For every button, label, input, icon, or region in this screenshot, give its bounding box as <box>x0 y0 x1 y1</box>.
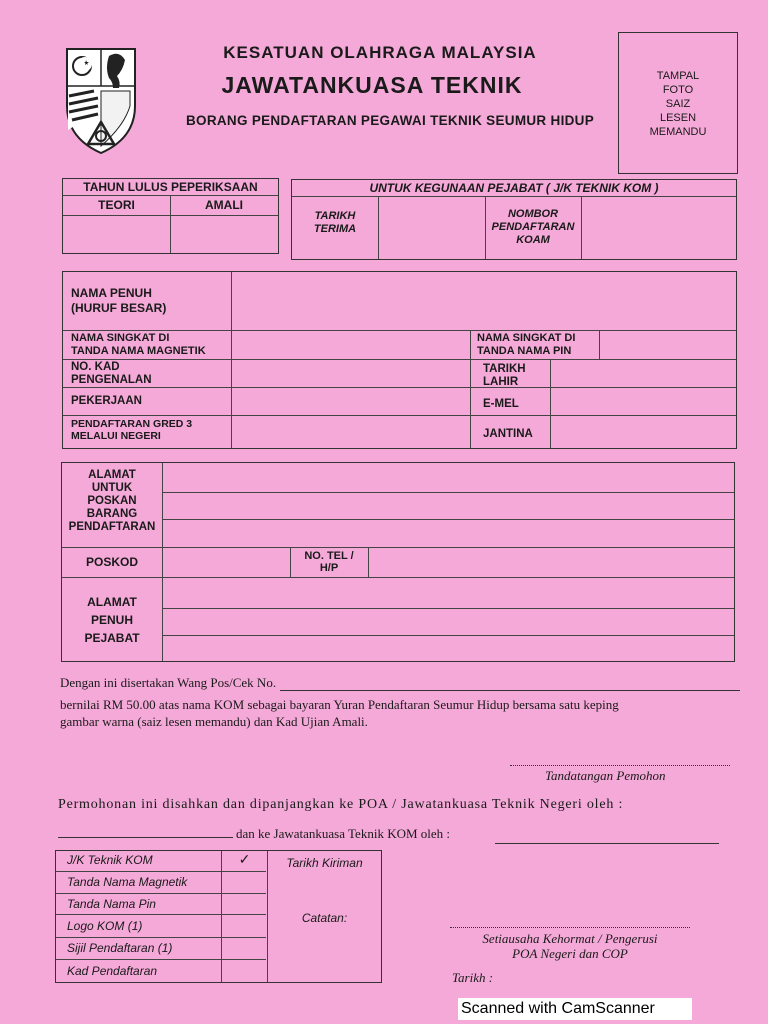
checklist-item: Tanda Nama Magnetik <box>67 875 188 889</box>
ic-label: NO. KAD PENGENALAN <box>71 361 152 386</box>
dob-field[interactable] <box>552 360 736 386</box>
exam-year-title: TAHUN LULUS PEPERIKSAAN <box>83 180 258 194</box>
checkbox-pin[interactable] <box>222 894 267 913</box>
camscanner-watermark: Scanned with CamScanner <box>458 998 692 1020</box>
email-label: E-MEL <box>483 398 519 410</box>
dob-label: TARIKH LAHIR <box>483 363 526 388</box>
phone-field[interactable] <box>370 548 734 576</box>
check-mark-icon[interactable]: ✓ <box>238 851 251 867</box>
magnetic-name-field[interactable] <box>233 331 469 358</box>
magnetic-name-label: NAMA SINGKAT DI TANDA NAMA MAGNETIK <box>71 332 206 357</box>
secretary-date-label: Tarikh : <box>452 970 494 985</box>
org-name: KESATUAN OLAHRAGA MALAYSIA <box>223 43 537 62</box>
checklist-item: Tanda Nama Pin <box>67 897 156 911</box>
checkbox-magnetic[interactable] <box>222 872 267 892</box>
postcode-label: POSKOD <box>85 555 138 569</box>
state-committee-field[interactable] <box>58 826 233 838</box>
checklist-item: Logo KOM (1) <box>67 919 143 933</box>
theory-label: TEORI <box>98 198 135 212</box>
ic-field[interactable] <box>233 360 469 386</box>
secretary-title: Setiausaha Kehormat / Pengerusi POA Negeri dan COP <box>482 931 658 961</box>
form-title: BORANG PENDAFTARAN PEGAWAI TEKNIK SEUMUR HIDUP <box>185 113 595 128</box>
applicant-signature-label: Tandatangan Pemohon <box>545 768 666 783</box>
office-address-field[interactable] <box>164 578 734 661</box>
kom-logo <box>64 46 138 156</box>
pin-name-field[interactable] <box>601 331 736 358</box>
registration-number-field[interactable] <box>582 197 736 259</box>
theory-year-field[interactable] <box>63 216 170 253</box>
checkbox-card[interactable] <box>222 960 267 982</box>
full-name-field[interactable] <box>233 272 736 329</box>
grade3-label: PENDAFTARAN GRED 3 MELALUI NEGERI <box>71 418 193 442</box>
declaration-line3: gambar warna (saiz lesen memandu) dan Kad Ujian Amali. <box>60 714 368 729</box>
personal-details-table <box>62 271 737 449</box>
checklist-item: Sijil Pendaftaran (1) <box>67 941 173 955</box>
phone-label: NO. TEL / H/P <box>304 550 354 574</box>
email-field[interactable] <box>552 388 736 414</box>
postcode-field[interactable] <box>164 548 289 576</box>
office-use-title: UNTUK KEGUNAAN PEJABAT ( J/K TEKNIK KOM ) <box>369 181 659 195</box>
sent-date-label: Tarikh Kiriman <box>286 856 363 870</box>
gender-field[interactable] <box>552 416 736 448</box>
occupation-label: PEKERJAAN <box>71 395 142 407</box>
declaration-line2: bernilai RM 50.00 atas nama KOM sebagai bayaran Yuran Pendaftaran Seumur Hidup bersama satu keping <box>60 697 619 712</box>
postal-address-field[interactable] <box>164 463 734 546</box>
address-table <box>61 462 735 662</box>
grade3-field[interactable] <box>233 416 469 448</box>
gender-label: JANTINA <box>483 428 533 440</box>
checkbox-certificate[interactable] <box>222 938 267 958</box>
checklist-item: Kad Pendaftaran <box>67 964 158 978</box>
cheque-number-field[interactable] <box>280 676 740 691</box>
postal-address-label: ALAMAT UNTUK POSKAN BARANG PENDAFTARAN <box>68 469 156 533</box>
approval-line1: Permohonan ini disahkan dan dipanjangkan ke POA / Jawatankuasa Teknik Negeri oleh : <box>58 797 624 812</box>
checkbox-logo[interactable] <box>222 915 267 936</box>
committee-title: JAWATANKUASA TEKNIK <box>221 72 523 98</box>
photo-box <box>618 32 738 174</box>
notes-label: Catatan: <box>301 911 348 925</box>
practical-year-field[interactable] <box>171 216 278 253</box>
applicant-signature-field[interactable] <box>510 756 730 766</box>
office-use-table <box>291 179 737 260</box>
declaration-line1: Dengan ini disertakan Wang Pos/Cek No. <box>60 675 277 690</box>
checklist-item: J/K Teknik KOM <box>67 853 153 867</box>
occupation-field[interactable] <box>233 388 469 414</box>
full-name-label: NAMA PENUH (HURUF BESAR) <box>71 286 167 315</box>
exam-year-table <box>62 178 279 254</box>
kom-committee-field[interactable] <box>495 832 719 844</box>
approval-line2: dan ke Jawatankuasa Teknik KOM oleh : <box>236 826 451 841</box>
pin-name-label: NAMA SINGKAT DI TANDA NAMA PIN <box>477 332 576 357</box>
received-date-label: TARIKH TERIMA <box>313 210 357 235</box>
practical-label: AMALI <box>205 198 243 212</box>
registration-number-label: NOMBOR PENDAFTARAN KOAM <box>491 208 575 246</box>
photo-box-text: TAMPAL FOTO SAIZ LESEN MEMANDU <box>649 70 707 138</box>
received-date-field[interactable] <box>379 197 485 259</box>
secretary-signature-field[interactable] <box>450 918 690 928</box>
checklist-table <box>55 850 382 983</box>
office-address-label: ALAMAT PENUH PEJABAT <box>84 595 140 645</box>
